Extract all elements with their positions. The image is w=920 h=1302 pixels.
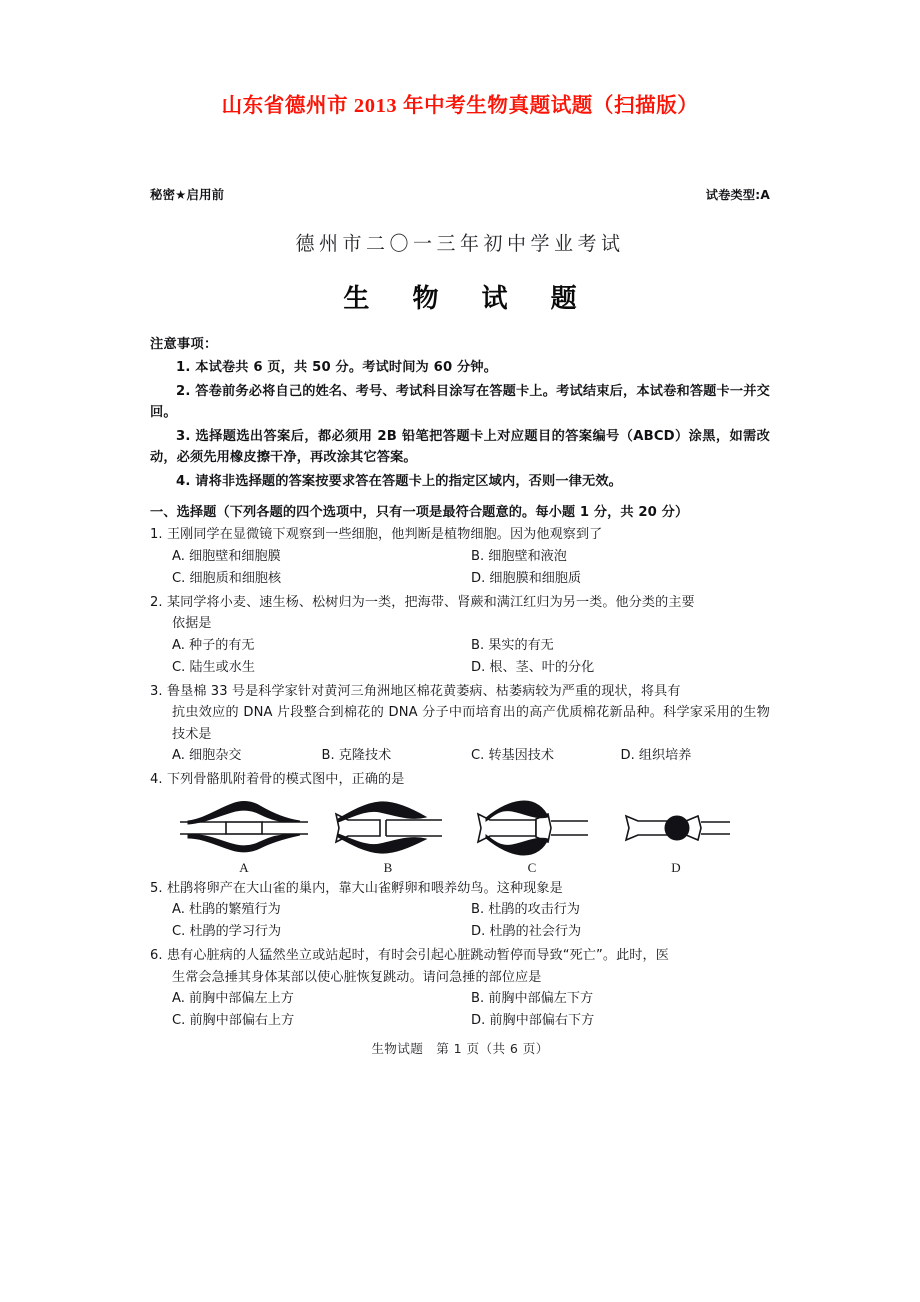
question-1-option-b[interactable]: B. 细胞壁和液泡: [471, 548, 567, 564]
question-3-option-b[interactable]: B. 克隆技术: [321, 748, 392, 763]
question-4-figure-a-label: A: [239, 859, 249, 875]
question-4-stem: 4. 下列骨骼肌附着骨的模式图中，正确的是: [150, 772, 405, 787]
question-6-options: [150, 988, 770, 1032]
secrecy-notice: 秘密★启用前: [150, 187, 225, 202]
notice-item-1: 1. 本试卷共 6 页，共 50 分。考试时间为 60 分钟。: [176, 360, 498, 375]
question-2: [150, 592, 770, 679]
exam-organization-line: 德州市二〇一三年初中学业考试: [295, 233, 625, 256]
muscle-belly-upper-c: [486, 801, 548, 821]
question-2-option-b[interactable]: B. 果实的有无: [471, 637, 554, 653]
question-5-option-d[interactable]: D. 杜鹃的社会行为: [471, 924, 582, 939]
subject-title: 生 物 试 题: [343, 284, 594, 314]
question-5-stem: 5. 杜鹃将卵产在大山雀的巢内，靠大山雀孵卵和喂养幼鸟。这种现象是: [150, 880, 563, 896]
notice-block: [150, 333, 770, 492]
question-4-figure-d-label: D: [671, 859, 681, 875]
question-5-options: [150, 899, 770, 943]
question-6: [150, 945, 770, 1032]
page-header-row: [150, 185, 770, 203]
question-4-figure-c[interactable]: [460, 797, 604, 876]
question-3-options: [150, 745, 770, 767]
muscle-bone-diagram-c-icon: [462, 797, 602, 859]
document-title: 山东省德州市 2013 年中考生物真题试题（扫描版）: [221, 95, 699, 117]
muscle-belly-upper-a: [188, 801, 300, 823]
question-5-option-a[interactable]: A. 杜鹃的繁殖行为: [172, 902, 281, 917]
muscle-bone-diagram-a-icon: [174, 797, 314, 859]
section-heading-multiple-choice: 一、选择题（下列各题的四个选项中，只有一项是最符合题意的。每小题 1 分，共 20 分）: [150, 505, 689, 520]
question-6-option-c[interactable]: C. 前胸中部偏右上方: [172, 1013, 295, 1028]
question-1-option-c[interactable]: C. 细胞质和细胞核: [172, 570, 282, 586]
question-1-options: [150, 546, 770, 590]
page-footer: 生物试题 第 1 页（共 6 页）: [371, 1041, 549, 1056]
question-1-stem: 1. 王刚同学在显微镜下观察到一些细胞，他判断是植物细胞。因为他观察到了: [150, 527, 603, 542]
question-2-stem-line2: 依据是: [172, 616, 212, 631]
question-4-figure-b[interactable]: [316, 797, 460, 876]
question-2-stem-line1: 2. 某同学将小麦、速生杨、松树归为一类，把海带、肾蕨和满江红归为另一类。他分类的主要: [150, 594, 695, 610]
question-4-figure-row: [150, 791, 770, 876]
notice-heading: 注意事项：: [150, 337, 218, 352]
question-6-stem: [150, 945, 770, 988]
paper-type-label: 试卷类型:A: [705, 188, 770, 202]
muscle-belly-lower-a: [188, 834, 300, 851]
question-3-option-c[interactable]: C. 转基因技术: [471, 748, 554, 763]
question-3-option-d[interactable]: D. 组织培养: [620, 748, 692, 763]
question-1: [150, 524, 770, 590]
question-6-option-b[interactable]: B. 前胸中部偏左下方: [471, 991, 594, 1006]
question-5-option-c[interactable]: C. 杜鹃的学习行为: [172, 924, 282, 939]
muscle-belly-upper-b: [338, 801, 426, 821]
question-3-stem: [150, 681, 770, 746]
question-3: [150, 681, 770, 768]
notice-item-2: 2. 答卷前务必将自己的姓名、考号、考试科目涂写在答题卡上。考试结束后，本试卷和答题卡一并交回。: [150, 384, 770, 420]
question-5: [150, 878, 770, 944]
question-3-stem-line2: 抗虫效应的 DNA 片段整合到棉花的 DNA 分子中而培育出的高产优质棉花新品种。科学家采用的生物技术是: [172, 705, 770, 742]
scanned-exam-page: [150, 185, 770, 1057]
question-6-stem-line2: 生常会急捶其身体某部以使心脏恢复跳动。请问急捶的部位应是: [172, 969, 542, 985]
question-5-option-b[interactable]: B. 杜鹃的攻击行为: [471, 902, 580, 917]
question-2-option-a[interactable]: A. 种子的有无: [172, 637, 255, 653]
notice-item-3: 3. 选择题选出答案后，都必须用 2B 铅笔把答题卡上对应题目的答案编号（ABCD）涂黑，如需改动，必须先用橡皮擦干净，再改涂其它答案。: [150, 429, 770, 465]
muscle-bone-diagram-b-icon: [318, 797, 458, 859]
notice-item-4: 4. 请将非选择题的答案按要求答在答题卡上的指定区域内，否则一律无效。: [176, 474, 623, 489]
question-3-option-a[interactable]: A. 细胞杂交: [172, 748, 242, 763]
question-6-option-d[interactable]: D. 前胸中部偏右下方: [471, 1013, 595, 1028]
question-4-figure-d[interactable]: [604, 797, 748, 876]
question-6-stem-line1: 6. 患有心脏病的人猛然坐立或站起时，有时会引起心脏跳动暂停而导致“死亡”。此时，医: [150, 948, 669, 963]
question-4-figure-b-label: B: [383, 859, 393, 875]
question-3-stem-line1: 3. 鲁垦棉 33 号是科学家针对黄河三角洲地区棉花黄萎病、枯萎病较为严重的现状，将具有: [150, 683, 681, 699]
question-2-options: [150, 635, 770, 679]
muscle-belly-lower-b: [338, 834, 426, 853]
question-1-option-d[interactable]: D. 细胞膜和细胞质: [471, 570, 582, 586]
question-1-option-a[interactable]: A. 细胞壁和细胞膜: [172, 548, 281, 564]
question-4: [150, 769, 770, 876]
muscle-bone-diagram-d-icon: [606, 797, 746, 859]
muscle-belly-middle-d: [665, 816, 689, 840]
question-2-option-c[interactable]: C. 陆生或水生: [172, 659, 255, 675]
question-2-option-d[interactable]: D. 根、茎、叶的分化: [471, 659, 595, 675]
question-4-figure-c-label: C: [527, 859, 537, 875]
question-4-figure-a[interactable]: [172, 797, 316, 876]
question-6-option-a[interactable]: A. 前胸中部偏左上方: [172, 991, 294, 1006]
muscle-belly-lower-c: [486, 835, 548, 855]
question-2-stem: [150, 592, 770, 635]
